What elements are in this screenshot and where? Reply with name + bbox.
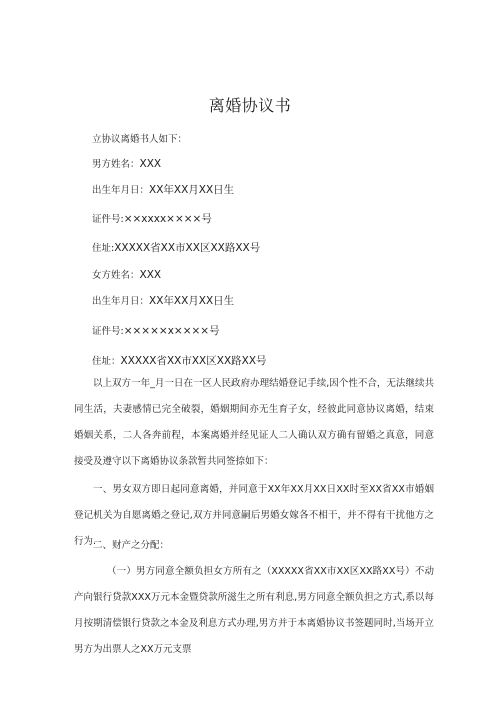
woman-id-label: 证件号: [92,326,124,337]
man-name-line [92,157,161,172]
woman-address-value: XXXXX省XX市XX区XX路XX号 [120,355,267,367]
man-name-label: 男方姓名： [92,159,140,170]
clause-2-1-paragraph: （一）男方同意全额负担女方所有之（XXXXX省XX市XX区XX路XX号）不动产向银行贷款XXX万元本金暨贷款所滋生之所有利息,男方同意全额负担之方式,系以每月按期清偿银行贷款之本金及利息方式办理,男方并于本离婚协议书签题同时,当场开立男方为出票人之XX万元支票 [74,566,434,655]
woman-id-line [92,324,220,339]
man-id-value: ××xxxx××××号 [123,213,212,225]
woman-address-line [92,354,267,369]
man-address-label: 住址: [92,243,115,254]
intro-line: 立协议离婚书人如下： [92,134,188,145]
woman-birth-value: XX年XX月XX日生 [149,295,235,307]
man-id-label: 证件号: [92,214,124,225]
document-title: 离婚协议书 [208,96,292,115]
woman-birth-line [92,294,234,309]
woman-name-value: XXX [139,269,162,281]
woman-name-line [92,268,161,283]
clause-2-heading: 二、财产之分配： [93,540,170,551]
woman-birth-label: 出生年月日： [92,296,150,307]
man-id-line [92,212,212,227]
man-name-value: XXX [139,158,162,170]
woman-id-value: ×××××x××××号 [123,325,220,337]
woman-name-label: 女方姓名： [92,270,140,281]
man-address-value: XXXXX省XX市XX区XX路XX号 [114,242,261,254]
clause-1-paragraph: 一、男女双方即日起同意离婚，并同意于XX年XX月XX日XX时至XX省XX市婚姻登记机关为自愿离婚之登记,双方并同意嗣后男婚女嫁各不相干，并不得有干扰他方之行为. [74,484,434,547]
man-birth-label: 出生年月日： [92,185,150,196]
man-birth-line [92,183,234,198]
woman-address-label: 住址： [92,356,121,367]
man-birth-value: XX年XX月XX日生 [149,184,235,196]
preamble-paragraph: 以上双方一年_月一日在一区人民政府办理结婚登记手续,因个性不合，无法继续共同生活，夫妻感情已完全破裂，婚姻期间亦无生育子女，经彼此同意协议离婚，结束婚姻关系，二人各奔前程，本案离婚并经见证人二人确认双方确有留婚之真意，同意接受及遵守以下离婚协议条款暂共同签捺如下： [74,378,434,467]
man-address-line [92,241,260,256]
